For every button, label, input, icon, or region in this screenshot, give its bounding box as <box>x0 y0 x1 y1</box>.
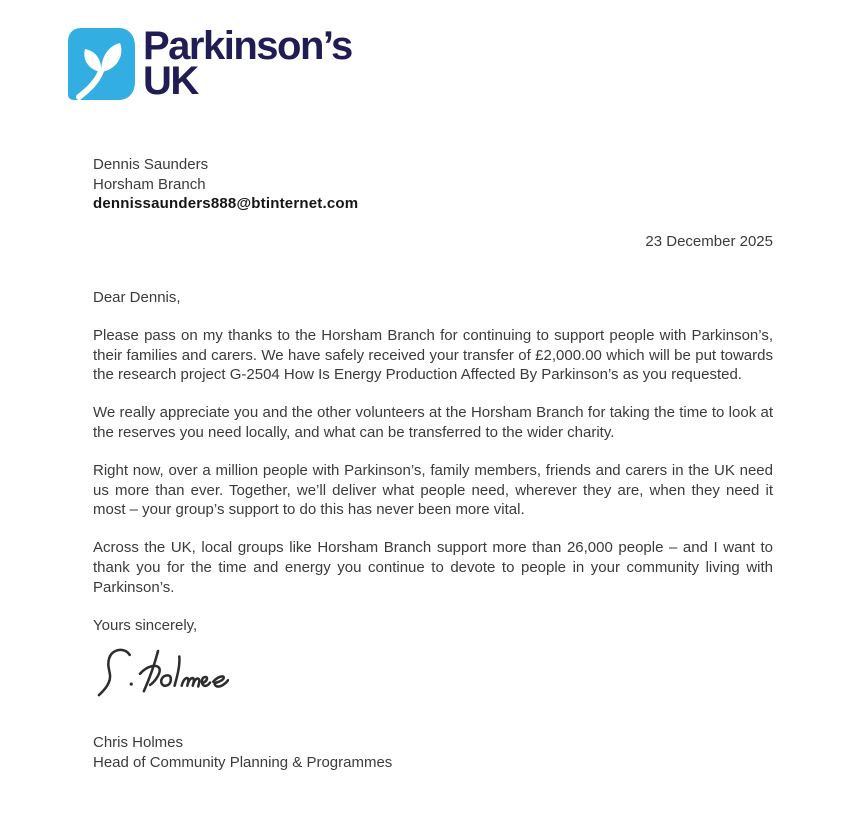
letter-date: 23 December 2025 <box>645 233 773 250</box>
paragraph-2: We really appreciate you and the other volunteers at the Horsham Branch for taking the time to look at the reserves you need locally, and what can be transferred to the wider charity. <box>93 404 773 441</box>
letter-body <box>93 288 773 773</box>
closing: Yours sincerely, <box>93 616 198 634</box>
wordmark-line1: Parkinson’s <box>143 24 352 68</box>
paragraph-1: Please pass on my thanks to the Horsham Branch for continuing to support people with Parkinson’s, their families and carers. We have safely received your transfer of £2,000.00 which will be put towards the research project G-2504 How Is Energy Production Affected By Parkinson’s as you requested. <box>93 326 773 384</box>
parkinsons-uk-tulip-icon <box>68 28 135 100</box>
sender-name: Chris Holmes <box>93 734 184 752</box>
signature <box>95 645 773 709</box>
recipient-block <box>93 155 358 214</box>
signature-image <box>95 645 229 709</box>
sender-title: Head of Community Planning & Programmes <box>93 754 393 772</box>
paragraph-4: Across the UK, local groups like Horsham Branch support more than 26,000 people – and I want to thank you for the time and energy you continue to devote to people in your community living with Parkinson’s. <box>93 539 773 596</box>
salutation: Dear Dennis, <box>93 289 181 306</box>
recipient-email: dennissaunders888@btinternet.com <box>93 195 359 213</box>
paragraph-3: Right now, over a million people with Parkinson’s, family members, friends and carers in the UK need us more than ever. Together, we’ll deliver what people need, wherever they are, when they need it most – your group’s support to do this has never been more vital. <box>93 461 773 519</box>
wordmark-line2: UK <box>143 59 198 103</box>
recipient-branch: Horsham Branch <box>93 175 206 193</box>
recipient-name: Dennis Saunders <box>93 156 209 173</box>
letterhead <box>68 24 352 103</box>
logo-wordmark <box>143 24 352 103</box>
